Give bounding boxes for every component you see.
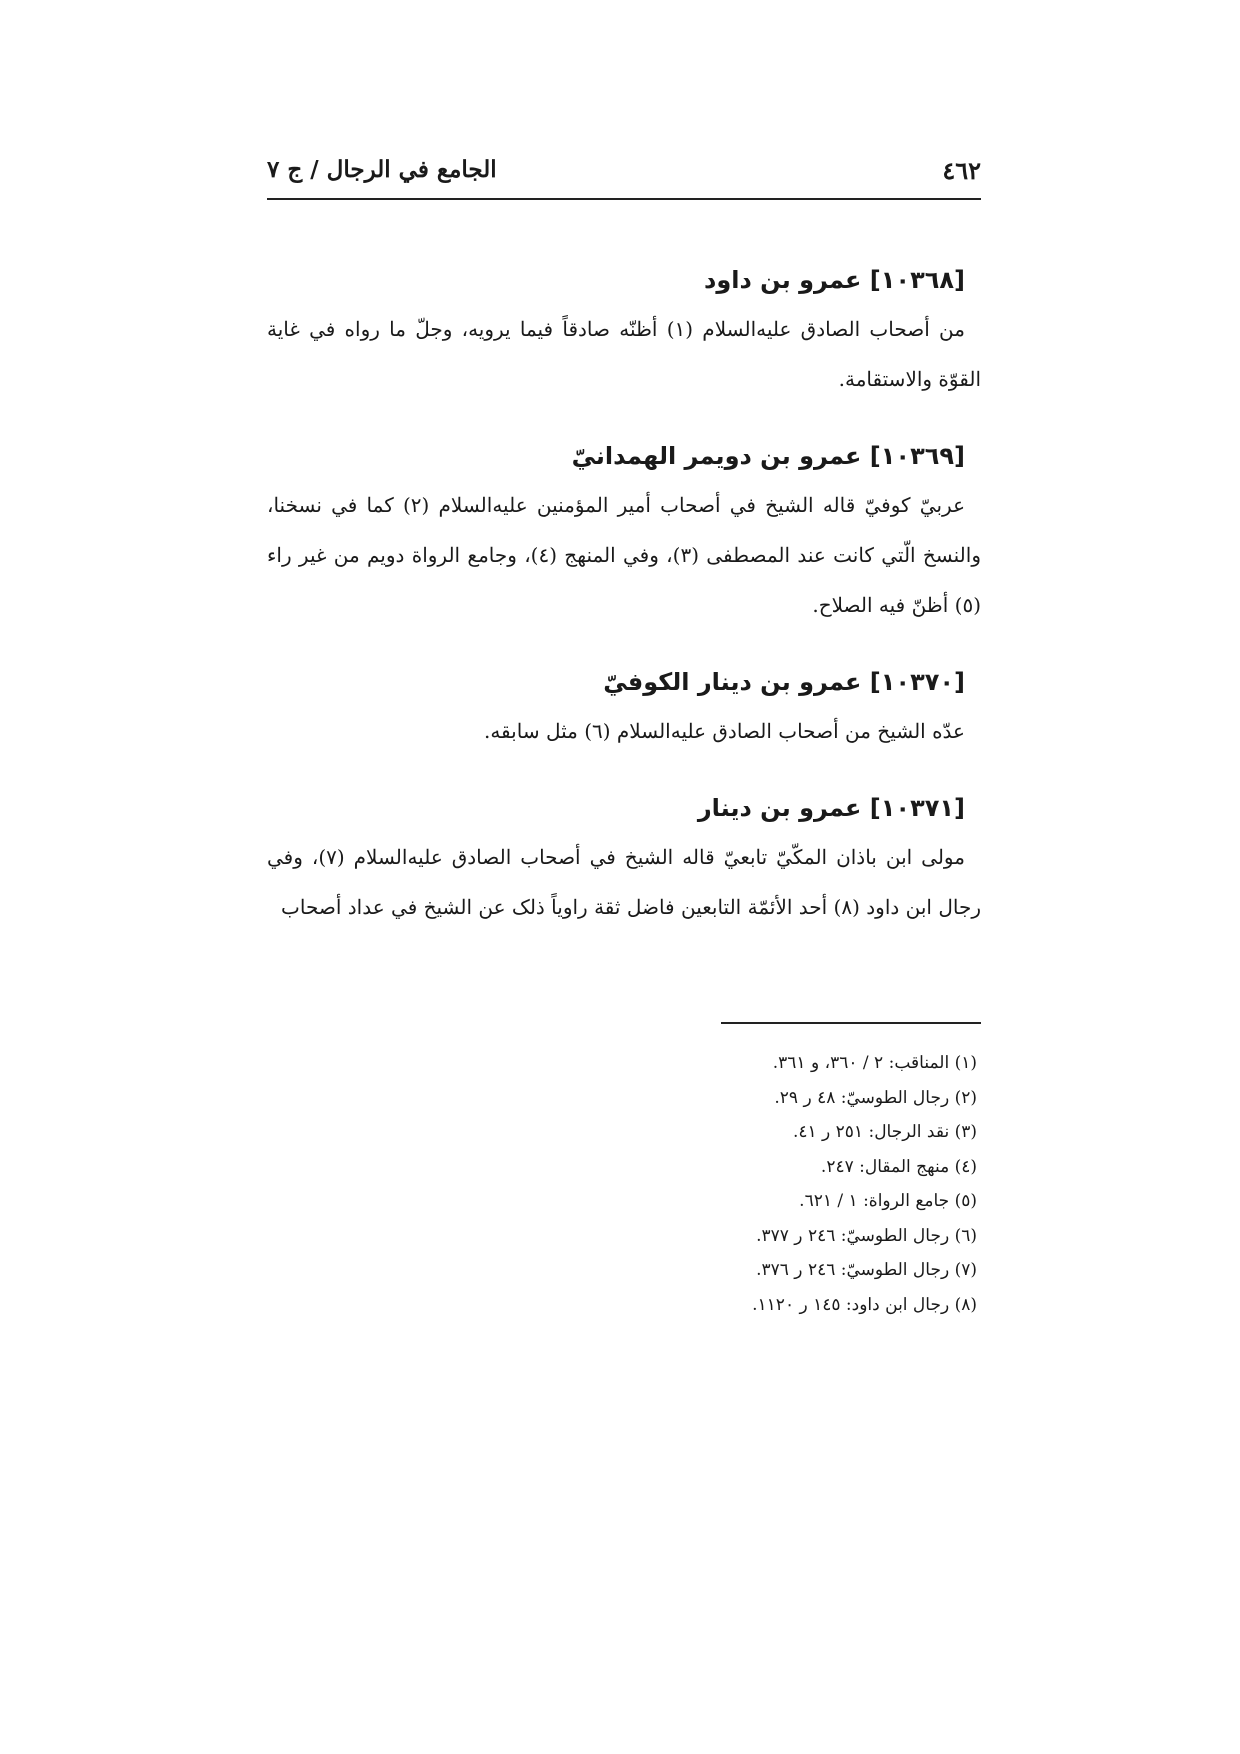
entry-10369 bbox=[267, 438, 981, 630]
entry-heading: [١٠٣٧٠] عمرو بن دينار الكوفيّ bbox=[603, 668, 965, 696]
footnote-3: (٣) نقد الرجال: ٢٥١ ر ٤١. bbox=[792, 1122, 977, 1142]
footnote-7: (٧) رجال الطوسيّ: ٢٤٦ ر ٣٧٦. bbox=[756, 1260, 977, 1280]
entry-body: عربيّ كوفيّ قاله الشيخ في أصحاب أمير المؤمنين عليه‌السلام (٢) كما في نسخنا، والنسخ الّتي كانت عند المصطفى (٣)، وفي المنهج (٤)، وجامع الرواة دويم من غير راء (٥) أظنّ فيه الصلاح. bbox=[267, 493, 981, 617]
page-number: ٤٦٢ bbox=[942, 156, 981, 185]
footnote-2: (٢) رجال الطوسيّ: ٤٨ ر ٢٩. bbox=[774, 1087, 977, 1108]
footnote-1: (١) المناقب: ٢ / ٣٦٠، و ٣٦١. bbox=[772, 1053, 977, 1073]
entry-body: من أصحاب الصادق عليه‌السلام (١) أظنّه صادقاً فيما يرويه، وجلّ ما رواه في غاية القوّة والاستقامة. bbox=[267, 317, 981, 391]
footnote-4: (٤) منهج المقال: ٢٤٧. bbox=[820, 1156, 977, 1177]
entry-10368 bbox=[267, 262, 981, 404]
entry-10371 bbox=[267, 790, 981, 932]
main-text bbox=[267, 262, 981, 966]
footnote-6: (٦) رجال الطوسيّ: ٢٤٦ ر ٣٧٧. bbox=[756, 1225, 977, 1246]
entry-heading: [١٠٣٧١] عمرو بن دينار bbox=[697, 794, 965, 822]
running-header bbox=[267, 150, 981, 200]
entry-body: مولى ابن باذان المكّيّ تابعيّ قاله الشيخ في أصحاب الصادق عليه‌السلام (٧)، وفي رجال ابن داود (٨) أحد الأئمّة التابعين فاضل ثقة راوياً ذلک عن الشيخ في عداد أصحاب bbox=[267, 845, 981, 919]
footnote-divider bbox=[721, 1022, 981, 1024]
footnotes bbox=[267, 1046, 981, 1322]
entry-body: عدّه الشيخ من أصحاب الصادق عليه‌السلام (٦) مثل سابقه. bbox=[483, 719, 965, 743]
footnote-5: (٥) جامع الرواة: ١ / ٦٢١. bbox=[799, 1191, 977, 1211]
running-title: الجامع في الرجال / ج ٧ bbox=[267, 156, 497, 183]
entry-heading: [١٠٣٦٩] عمرو بن دويمر الهمدانيّ bbox=[571, 442, 965, 470]
entry-heading: [١٠٣٦٨] عمرو بن داود bbox=[704, 266, 965, 294]
header-divider bbox=[267, 198, 981, 200]
entry-10370 bbox=[267, 664, 981, 756]
footnote-8: (٨) رجال ابن داود: ١٤٥ ر ١١٢٠. bbox=[752, 1294, 977, 1315]
